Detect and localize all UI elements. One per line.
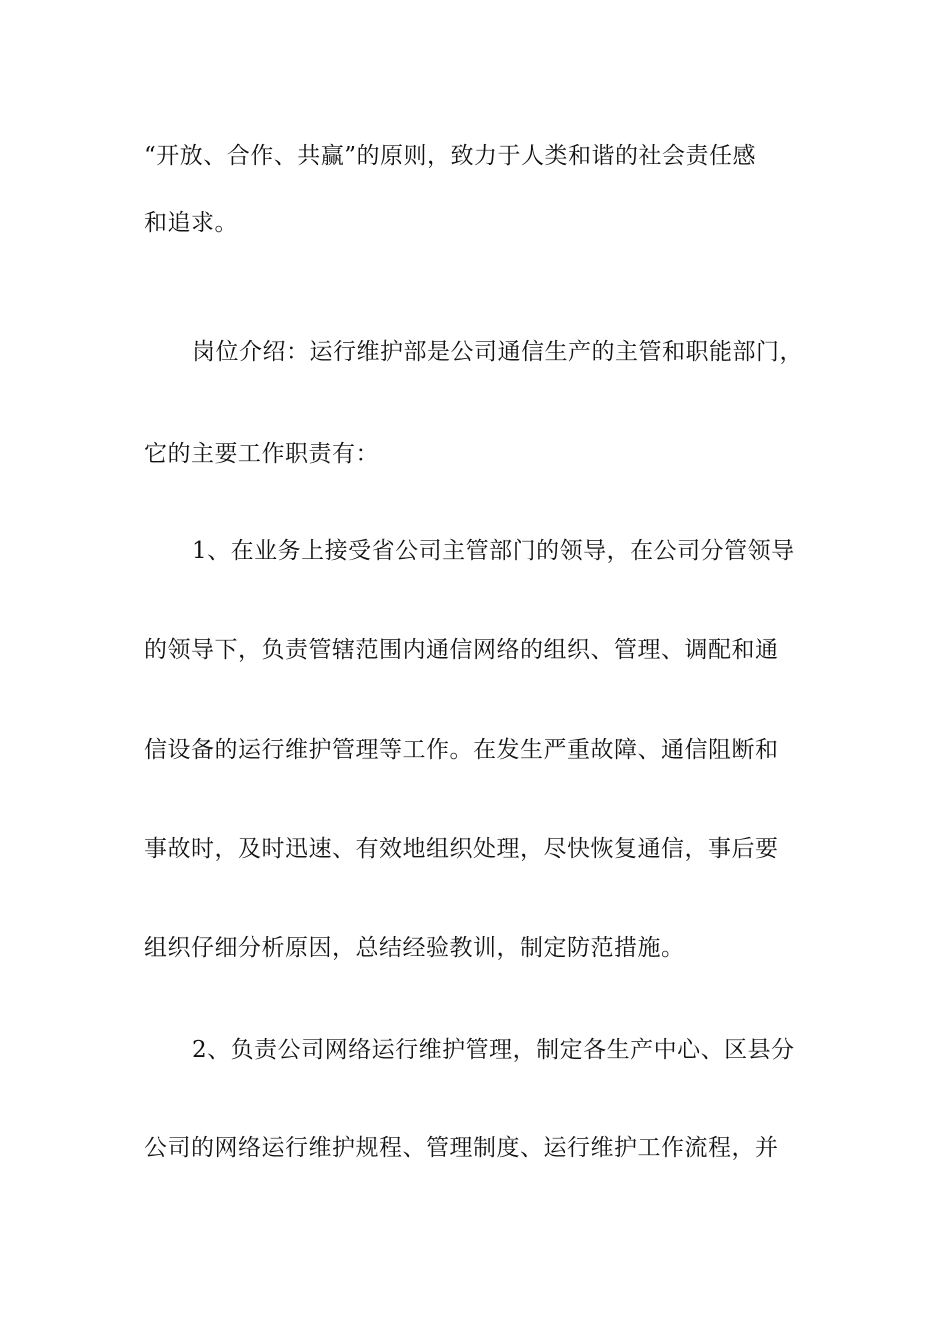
text-line-8: 事故时，及时迅速、有效地组织处理，尽快恢复通信，事后要 <box>144 836 779 862</box>
text-line-7: 信设备的运行维护管理等工作。在发生严重故障、通信阻断和 <box>144 737 779 763</box>
text-line-4: 它的主要工作职责有： <box>144 441 379 467</box>
text-line-9: 组织仔细分析原因，总结经验教训，制定防范措施。 <box>144 935 685 961</box>
paragraph-duty-2: 2、负责公司网络运行维护管理，制定各生产中心、区县分 <box>192 1037 795 1063</box>
paragraph-duty-1: 1、在业务上接受省公司主管部门的领导，在公司分管领导 <box>192 538 795 564</box>
text-line-11: 公司的网络运行维护规程、管理制度、运行维护工作流程，并 <box>144 1135 779 1161</box>
text-line-6: 的领导下，负责管辖范围内通信网络的组织、管理、调配和通 <box>144 637 779 663</box>
text-line-2: 和追求。 <box>144 210 238 236</box>
text-line-1: “开放、合作、共赢”的原则，致力于人类和谐的社会责任感 <box>144 143 757 169</box>
paragraph-position-intro: 岗位介绍：运行维护部是公司通信生产的主管和职能部门， <box>192 339 803 365</box>
